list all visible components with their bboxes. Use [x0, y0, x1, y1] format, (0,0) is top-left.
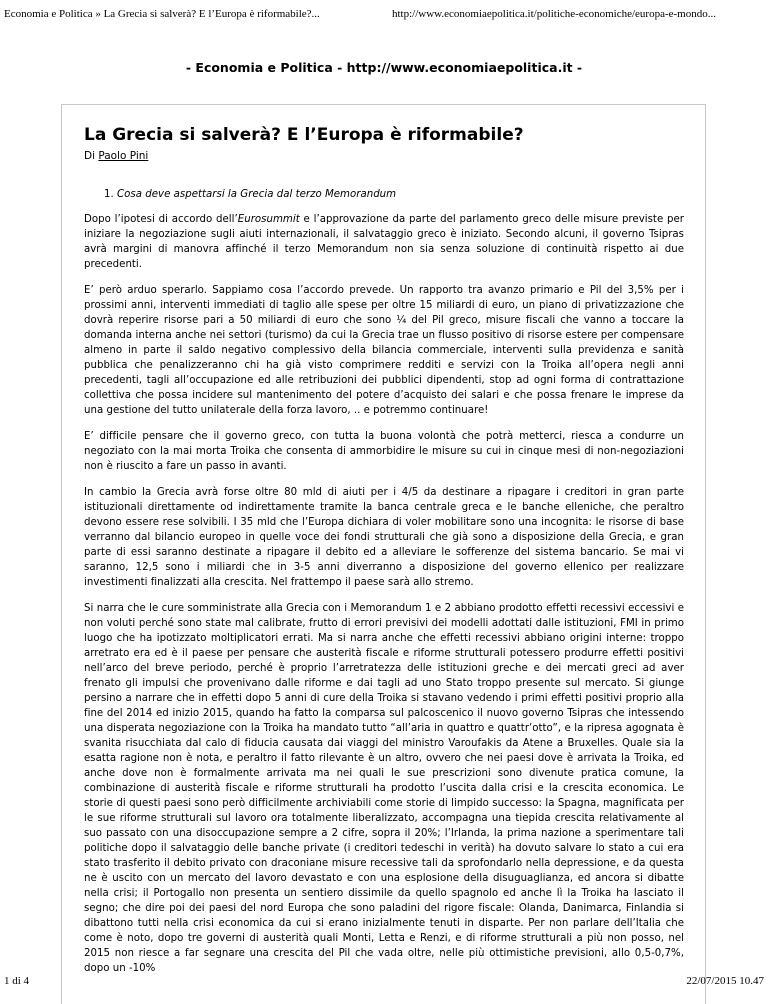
- paragraph-4: In cambio la Grecia avrà forse oltre 80 mld di aiuti per i 4/5 da destinare a ripagare i creditori in gran parte istituzionali direttamente od indirettamente tramite la banca centrale greca e le banche elleniche, che peraltro devono essere rese solvibili. I 35 mld che l’Europa dichiara di voler mobilitare sono una incognita: le risorse di base verranno dal bilancio europeo in quelle voce dei fondi strutturali che già sono a disposizione della Grecia, e gran parte di essi saranno destinate a ripagare il debito ed a alleviare le sofferenze del sistema bancario. Se mai vi saranno, 12,5 sono i miliardi che in 3-5 anni diverranno a disposizione del governo ellenico per realizzare investimenti finalizzati alla crescita. Nel frattempo il paese sarà allo stremo.: [84, 487, 684, 588]
- section-number: 1.: [104, 189, 118, 200]
- section-heading: [104, 187, 684, 202]
- print-header: [4, 8, 764, 22]
- article-body: [84, 187, 684, 987]
- section-title: Cosa deve aspettarsi la Grecia dal terzo Memorandum: [117, 189, 397, 200]
- paragraph-1-start: Dopo l’ipotesi di accordo dell’: [84, 214, 238, 225]
- paragraph-1: [84, 212, 684, 272]
- byline: [84, 150, 148, 162]
- paragraph-1-end: e l’approvazione da parte del parlamento greco delle misure previste per iniziare la negoziazione sugli aiuti internazionali, il salvataggio greco è iniziato. Secondo alcuni, il governo Tsipras avrà margini di manovra affinché il terzo Memorandum non sia senza soluzione di continuità rispetto ai due precedenti.: [84, 214, 684, 270]
- site-banner: - Economia e Politica - http://www.economiaepolitica.it -: [185, 60, 583, 75]
- print-footer: [4, 975, 764, 989]
- eurosummit-term: Eurosummit: [237, 214, 300, 225]
- author-link[interactable]: Paolo Pini: [98, 150, 149, 162]
- paragraph-2: E’ però arduo sperarlo. Sappiamo cosa l’accordo prevede. Un rapporto tra avanzo primario e Pil del 3,5% per i prossimi anni, interventi immediati di taglio alle spese per oltre 15 miliardi di euro, un piano di privatizzazione che dovrà reperire risorse pari a 50 miliardi di euro che sono ¼ del Pil greco, misure fiscali che vanno a toccare la domanda interna anche nei settori (turismo) da cui la Grecia trae un flusso positivo di risorse estere per compensare almeno in parte il saldo negativo complessivo della bilancia commerciale, interventi sulla previdenza e sanità pubblica che penalizzeranno chi ha già visto comprimere redditi e servizi con la Troika all’opera negli anni precedenti, tagli all’occupazione ed alle retribuzioni dei pubblici dipendenti, stop ad ogni forma di contrattazione collettiva che possa incidere sul mantenimento del potere d’acquisto dei salari e che possa frenare le imprese da una gestione del tutto unilaterale della forza lavoro, .. e potremmo continuare!: [84, 285, 684, 416]
- print-page-url: http://www.economiaepolitica.it/politiche-economiche/europa-e-mondo...: [392, 8, 716, 20]
- print-page-title: Economia e Politica » La Grecia si salverà? E l’Europa è riformabile?...: [4, 8, 320, 20]
- byline-prefix: Di: [84, 150, 99, 162]
- paragraph-5: Si narra che le cure somministrate alla Grecia con i Memorandum 1 e 2 abbiano prodotto effetti recessivi eccessivi e non voluti perché sono state mal calibrate, frutto di errori previsivi dei modelli adottati dalle istituzioni, FMI in primo luogo che ha ipotizzato moltiplicatori errati. Ma si narra anche che effetti recessivi abbiano origini interne: troppo arretrato era ed è il paese per pensare che austerità fiscale e riforme strutturali potessero produrre effetti positivi nell’arco del breve periodo, perché è proprio l’arretratezza delle istituzioni greche e dei mercati greci ad aver frenato gli impulsi che provenivano dalle riforme e dai tagli ad uno Stato troppo presente sul mercato. Si giunge persino a narrare che in effetti dopo 5 anni di cure della Troika si stavano vedendo i primi effetti positivi proprio alla fine del 2014 ed inizio 2015, quando ha fatto la comparsa sul palcoscenico il nuovo governo Tsipras che intessendo una disperata negoziazione con la Troika ha mandato tutto “all’aria in quattro e quattr’otto”, e la ripresa agognata è svanita risucchiata dal calo di fiducia causata dai viaggi del ministro Varoufakis da Atene a Bruxelles. Quale sia la esatta ragione non è nota, e peraltro il fatto rilevante è un altro, ovvero che nei paesi dove è arrivata la Troika, ed anche dove non è formalmente arrivata ma nei quali le sue prescrizioni sono divenute pratica comune, la combinazione di austerità fiscale e riforme strutturali ha prodotto l’uscita dalla crisi e la crescita economica. Le storie di questi paesi sono però difficilmente archiviabili come storie di limpido successo: la Spagna, magnificata per le sue riforme strutturali sul lavoro ora totalmente liberalizzato, accompagna una tiepida crescita relativamente al suo passato con una disoccupazione sempre a 2 cifre, sopra il 20%; l’Irlanda, la prima nazione a sperimentare tali politiche dopo il salvataggio delle banche private (i creditori tedeschi in verità) ha dovuto salvare lo stato a cui era stato trasferito il debito privato con draconiane misure recessive tali da sprofondarlo nella depressione, e da questa ne è uscito con un mercato del lavoro devastato e con una esplosione della disuguaglianza, ed ancora si dibatte nella crisi; il Portogallo non presenta un sentiero dissimile da quello spagnolo ed anche lì la Troika ha lasciato il segno; che dire poi dei paesi del nord Europa che sono paladini del rigore fiscale: Olanda, Danimarca, Finlandia si dibattono tutti nella crisi economica da cui si erano inizialmente tenuti in disparte. Per non parlare dell’Italia che come è noto, dopo tre governi di austerità quali Monti, Letta e Renzi, e di riforme strutturali a più non posso, nel 2015 non riesce a far segnare una crescita del Pil che vada oltre, nelle più ottimistiche previsioni, allo 0,5-0,7%, dopo un -10%: [84, 603, 684, 974]
- paragraph-3: E’ difficile pensare che il governo greco, con tutta la buona volontà che potrà metterci, riesca a condurre un negoziato con la mai morta Troika che consenta di ammorbidire le misure su cui in cinque mesi di non-negoziazioni non è riuscito a fare un passo in avanti.: [84, 431, 684, 472]
- page-number: 1 di 4: [4, 975, 30, 987]
- article-title: La Grecia si salverà? E l’Europa è riformabile?: [84, 125, 524, 145]
- print-date: 22/07/2015 10.47: [686, 975, 764, 987]
